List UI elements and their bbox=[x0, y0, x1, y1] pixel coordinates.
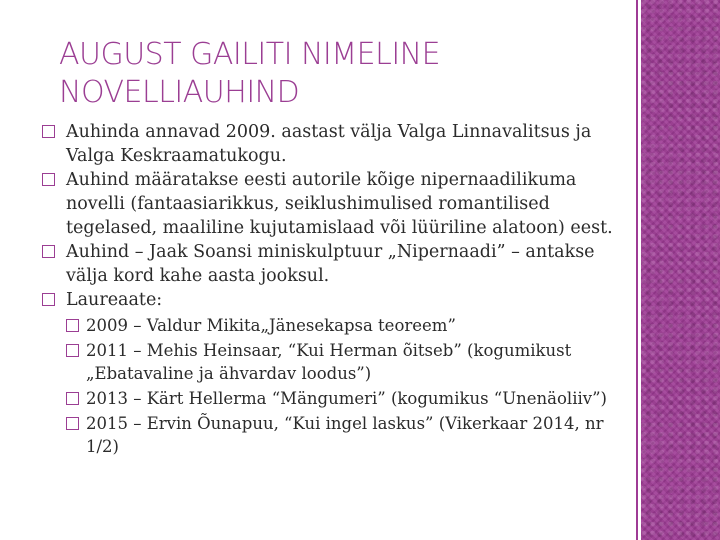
checkbox-bullet-icon bbox=[42, 293, 55, 306]
decorative-divider bbox=[636, 0, 638, 540]
bullet-text: Auhind määratakse eesti autorile kõige nipernaadilikuma novelli (fantaasiarikkus, seiklushimulised romantilised tegelased, maaliline kujutamislaad või lüüriline alatoon) eest. bbox=[66, 170, 613, 238]
title-line-1: AUGUST GAILITI NIMELINE bbox=[59, 37, 441, 72]
laureate-text: 2009 – Valdur Mikita„Jänesekapsa teoreem” bbox=[86, 316, 456, 335]
bullet-text: Auhinda annavad 2009. aastast välja Valga Linnavalitsus ja Valga Keskraamatukogu. bbox=[66, 122, 592, 166]
bullet-item bbox=[42, 240, 632, 288]
bullet-item bbox=[42, 120, 632, 168]
checkbox-bullet-icon bbox=[66, 319, 79, 332]
title-line-2: NOVELLIAUHIND bbox=[59, 75, 300, 110]
laureate-item bbox=[42, 314, 632, 337]
bullet-text: Laureaate: bbox=[66, 290, 163, 310]
laureate-text: 2013 – Kärt Hellerma “Mängumeri” (kogumikus “Unenäoliiv”) bbox=[86, 389, 607, 408]
bullet-item bbox=[42, 288, 632, 312]
slide-body bbox=[42, 120, 632, 458]
decorative-side-band bbox=[641, 0, 720, 540]
laureate-item bbox=[42, 339, 632, 385]
checkbox-bullet-icon bbox=[42, 173, 55, 186]
bullet-item bbox=[42, 168, 632, 240]
checkbox-bullet-icon bbox=[42, 125, 55, 138]
laureate-item bbox=[42, 387, 632, 410]
checkbox-bullet-icon bbox=[66, 344, 79, 357]
slide-title bbox=[59, 36, 619, 112]
checkbox-bullet-icon bbox=[66, 392, 79, 405]
laureate-item bbox=[42, 412, 632, 458]
laureate-text: 2015 – Ervin Õunapuu, “Kui ingel laskus” (Vikerkaar 2014, nr 1/2) bbox=[86, 414, 604, 456]
checkbox-bullet-icon bbox=[42, 245, 55, 258]
checkbox-bullet-icon bbox=[66, 417, 79, 430]
bullet-text: Auhind – Jaak Soansi miniskulptuur „Nipernaadi” – antakse välja kord kahe aasta jooksul. bbox=[66, 242, 595, 286]
laureate-text: 2011 – Mehis Heinsaar, “Kui Herman õitseb” (kogumikust „Ebatavaline ja ähvardav loodus”) bbox=[86, 341, 572, 383]
